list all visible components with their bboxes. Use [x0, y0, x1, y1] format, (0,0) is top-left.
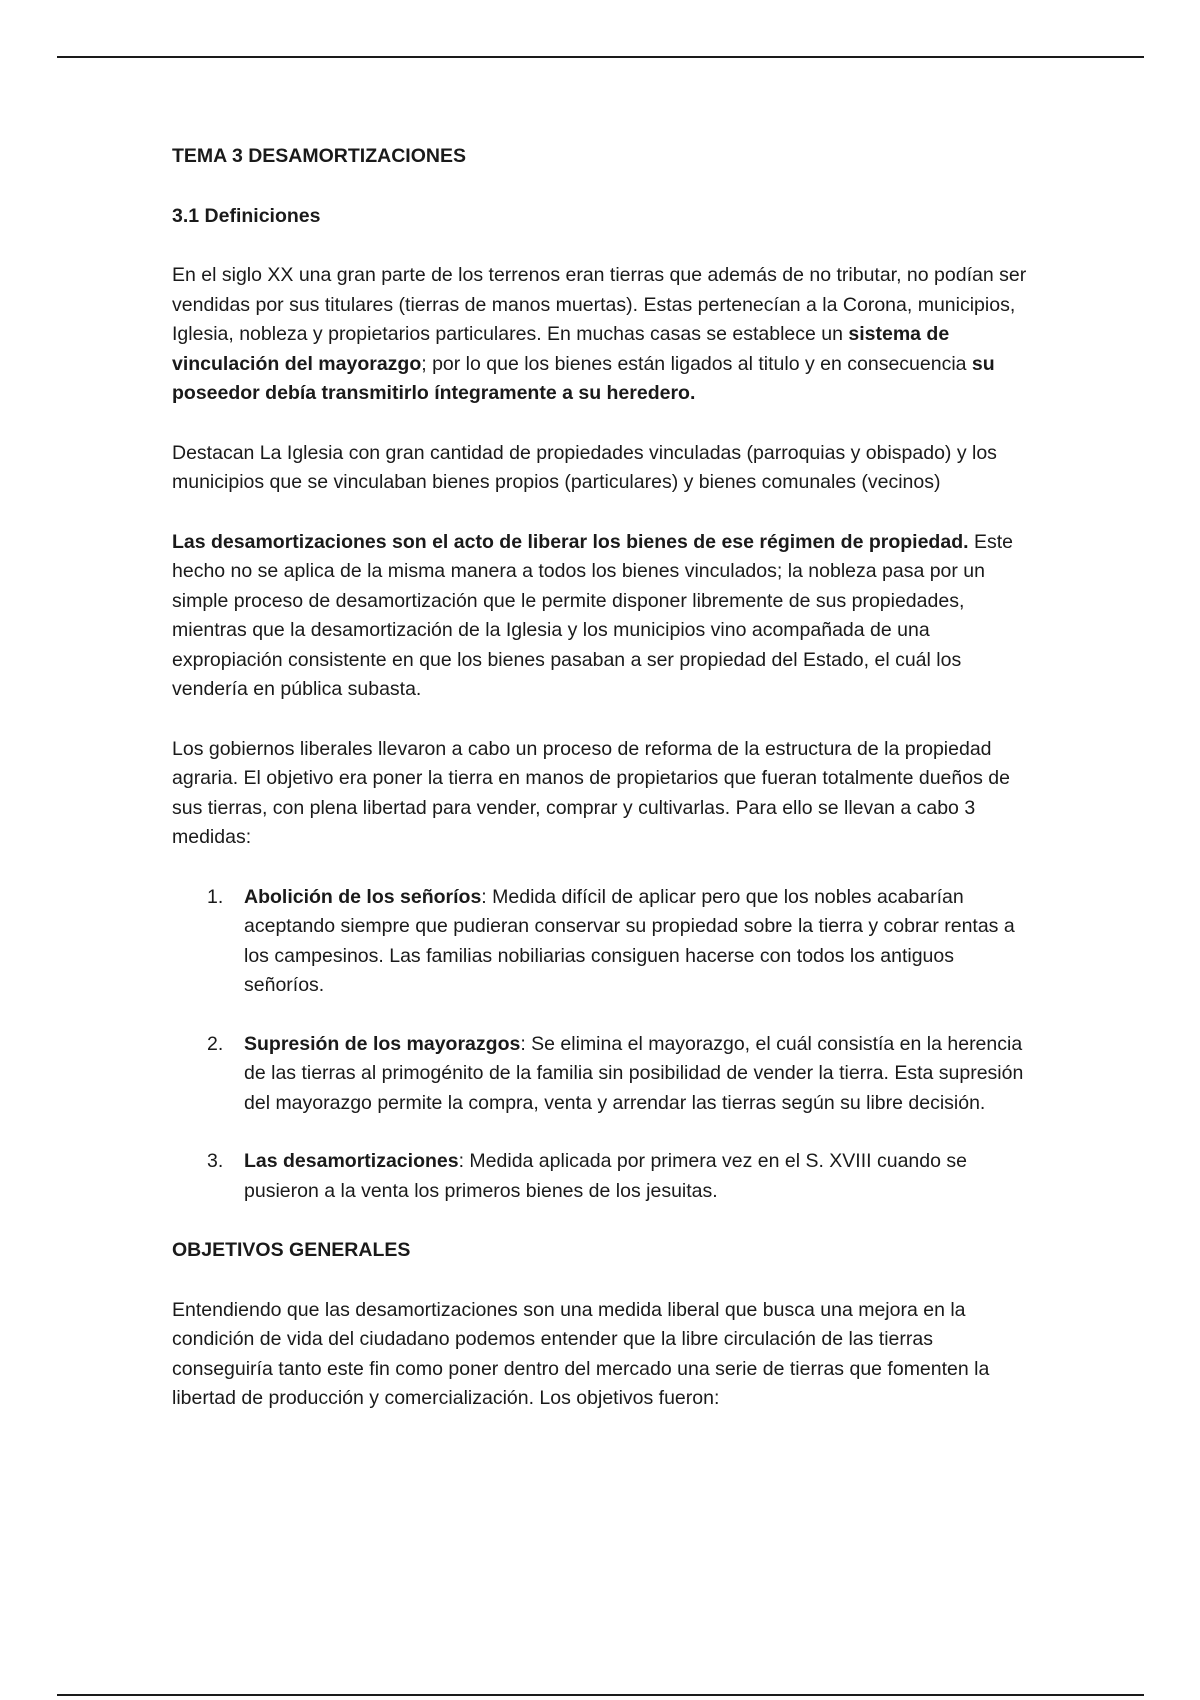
- paragraph-objectives: Entendiendo que las desamortizaciones son una medida liberal que busca una mejora en la condición de vida del ciudadano podemos entender que la libre circulación de las tierras conseguiría tanto este fin como poner dentro del mercado una serie de tierras que fomenten la libertad de producción y comercialización. Los objetivos fueron:: [172, 1298, 990, 1409]
- document-body: [172, 142, 1032, 1444]
- list-item: [172, 1030, 1032, 1119]
- paragraph-definitions: [172, 261, 1032, 409]
- list-number: 2.: [207, 1032, 224, 1055]
- paragraph-text: Este hecho no se aplica de la misma manera a todos los bienes vinculados; la nobleza pasa por un simple proceso de desamortización que le permite disponer libremente de sus propiedades, mientras que la desamortización de la Iglesia y los municipios vino acompañada de una expropiación consistente en que los bienes pasaban a ser propiedad del Estado, el cuál los vendería en pública subasta.: [172, 530, 1013, 700]
- list-number: 3.: [207, 1150, 224, 1172]
- measures-list: [172, 883, 1032, 1207]
- document-title: TEMA 3 DESAMORTIZACIONES: [172, 145, 466, 167]
- paragraph-text: En el siglo XX una gran parte de los terrenos eran tierras que además de no tributar, no podían ser vendidas por sus titulares (tierras de manos muertas). Estas pertenecían a la Corona, municipios, Iglesia, nobleza y propietarios particulares. En muchas casas se establece un: [172, 264, 1027, 345]
- list-item: [172, 883, 1032, 1001]
- section-heading: 3.1 Definiciones: [172, 204, 321, 227]
- paragraph-church: Destacan La Iglesia con gran cantidad de propiedades vinculadas (parroquias y obispado) y los municipios que se vinculaban bienes propios (particulares) y bienes comunales (vecinos): [172, 441, 997, 493]
- list-term: Supresión de los mayorazgos: [244, 1032, 521, 1055]
- bold-phrase: su poseedor debía transmitirlo íntegramente a su heredero.: [172, 352, 995, 404]
- list-text: : Medida difícil de aplicar pero que los nobles acabarían aceptando siempre que pudieran conservar su propiedad sobre la tierra y cobrar rentas a los campesinos. Las familias nobiliarias consiguen hacerse con todos los antiguos señoríos.: [244, 885, 1015, 996]
- list-term: Las desamortizaciones: [244, 1150, 459, 1172]
- paragraph-desamortizaciones: [172, 528, 1032, 705]
- paragraph-liberal-reform: Los gobiernos liberales llevaron a cabo un proceso de reforma de la estructura de la propiedad agraria. El objetivo era poner la tierra en manos de propietarios que fueran totalmente dueños de sus tierras, con plena libertad para vender, comprar y cultivarlas. Para ello se llevan a cabo 3 medidas:: [172, 737, 1010, 848]
- list-number: 1.: [207, 885, 224, 908]
- list-text: : Se elimina el mayorazgo, el cuál consistía en la herencia de las tierras al primogénito de la familia sin posibilidad de vender la tierra. Esta supresión del mayorazgo permite la compra, venta y arrendar las tierras según su libre decisión.: [244, 1032, 1024, 1114]
- paragraph-text: ; por lo que los bienes están ligados al titulo y en consecuencia: [421, 352, 972, 375]
- bold-phrase: Las desamortizaciones son el acto de liberar los bienes de ese régimen de propiedad.: [172, 530, 969, 553]
- footer-rule: [57, 1694, 1144, 1696]
- list-term: Abolición de los señoríos: [244, 885, 482, 908]
- list-text: : Medida aplicada por primera vez en el S. XVIII cuando se pusieron a la venta los primeros bienes de los jesuitas.: [244, 1150, 967, 1202]
- bold-phrase: sistema de vinculación del mayorazgo: [172, 323, 950, 375]
- objectives-heading: OBJETIVOS GENERALES: [172, 1239, 411, 1261]
- header-rule: [57, 56, 1144, 58]
- list-item: [172, 1147, 1032, 1206]
